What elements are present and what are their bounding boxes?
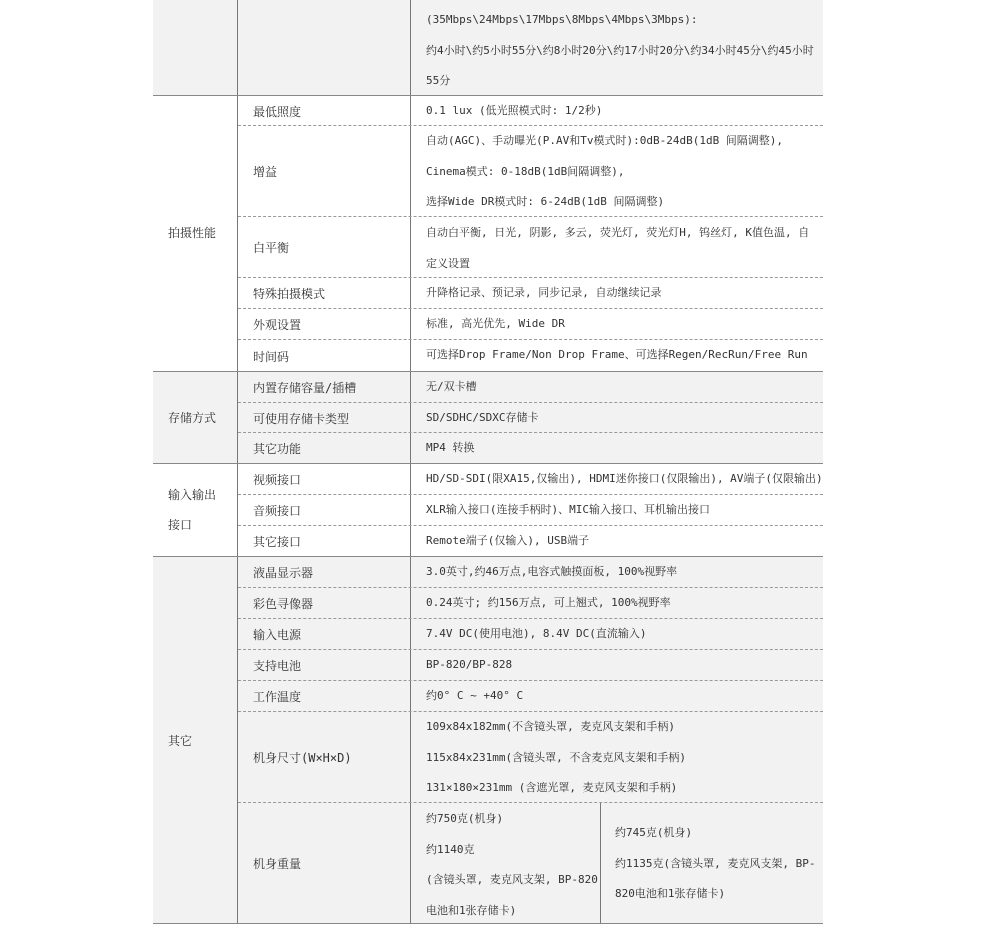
spec-label: 外观设置: [238, 309, 411, 340]
category-label: 其它: [168, 734, 193, 748]
spec-label: 机身尺寸(W×H×D): [238, 712, 411, 803]
spec-label: 其它功能: [238, 433, 411, 464]
spec-value: [426, 5, 814, 97]
spec-row-timecode: [238, 340, 823, 372]
spec-value: 可选择Drop Frame/Non Drop Frame、可选择Regen/RecRun/Free Run: [426, 348, 808, 361]
section-divider: [153, 556, 823, 557]
spec-row-internal-storage: [238, 372, 823, 403]
spec-value: BP-820/BP-828: [426, 658, 513, 671]
spec-value: [426, 126, 783, 218]
row-divider: [238, 216, 823, 217]
spec-value: 0.1 lux (低光照模式时: 1/2秒): [426, 104, 603, 117]
spec-label: 机身重量: [238, 803, 411, 924]
category-cell-top: [153, 0, 238, 96]
value-line: (含镜头罩, 麦克风支架, BP-820: [426, 873, 598, 886]
category-capture: [153, 96, 238, 372]
value-line: 820电池和1张存储卡): [615, 887, 726, 900]
spec-label: 液晶显示器: [238, 557, 411, 588]
row-divider: [238, 618, 823, 619]
spec-value: 升降格记录、预记录, 同步记录, 自动继续记录: [426, 286, 662, 299]
category-label: 拍摄性能: [168, 226, 217, 240]
category-label: 接口: [168, 518, 193, 532]
spec-value: XLR输入接口(连接手柄时)、MIC输入接口、耳机输出接口: [426, 503, 710, 516]
row-divider: [238, 432, 823, 433]
value-line: 109x84x182mm(不含镜头罩, 麦克风支架和手柄): [426, 720, 675, 733]
value-line: 自动(AGC)、手动曝光(P.AV和Tv模式时):0dB-24dB(1dB 间隔调整),: [426, 134, 784, 147]
section-divider: [153, 923, 823, 924]
spec-value-col1: [426, 804, 598, 926]
row-divider: [238, 308, 823, 309]
spec-label: 输入电源: [238, 619, 411, 650]
row-divider: [238, 494, 823, 495]
spec-row-battery: [238, 650, 823, 681]
spec-value: [426, 218, 809, 279]
row-divider: [238, 277, 823, 278]
value-line: 115x84x231mm(含镜头罩, 不含麦克风支架和手柄): [426, 750, 686, 764]
spec-row-special-modes: [238, 278, 823, 309]
spec-label: 可使用存储卡类型: [238, 403, 411, 433]
spec-row-weight: [238, 803, 823, 924]
value-line: Cinema模式: 0-18dB(1dB间隔调整),: [426, 164, 625, 178]
value-line: 约1140克: [426, 842, 475, 856]
row-divider: [238, 587, 823, 588]
value-line: 自动白平衡, 日光, 阴影, 多云, 荧光灯, 荧光灯H, 钨丝灯, K值色温, 自: [426, 226, 810, 239]
row-divider: [238, 802, 823, 803]
value-line: 55分: [426, 74, 451, 87]
spec-label: 音频接口: [238, 495, 411, 526]
spec-row-gain: [238, 126, 823, 217]
spec-row-lcd: [238, 557, 823, 588]
spec-row-video-io: [238, 464, 823, 495]
spec-row-min-illumination: [238, 96, 823, 126]
spec-row-temperature: [238, 681, 823, 712]
value-line: 约4小时\约5小时55分\约8小时20分\约17小时20分\约34小时45分\约45小时: [426, 43, 814, 57]
spec-label: 彩色寻像器: [238, 588, 411, 619]
value-line: 定义设置: [426, 256, 470, 270]
spec-value: 标准, 高光优先, Wide DR: [426, 317, 565, 330]
spec-label: 工作温度: [238, 681, 411, 712]
spec-row-other-functions: [238, 433, 823, 464]
spec-label: 视频接口: [238, 464, 411, 495]
spec-value: [426, 712, 686, 804]
category-storage: [153, 372, 238, 464]
section-divider: [153, 95, 823, 96]
row-divider: [238, 339, 823, 340]
spec-row-evf: [238, 588, 823, 619]
spec-value: 约0° C ~ +40° C: [426, 689, 524, 702]
spec-value: 无/双卡槽: [426, 380, 477, 393]
spec-label: 增益: [238, 126, 411, 217]
spec-value: 0.24英寸; 约156万点, 可上翘式, 100%视野率: [426, 596, 671, 609]
value-line: 电池和1张存储卡): [426, 903, 517, 917]
spec-label: 白平衡: [238, 217, 411, 278]
spec-value: 7.4V DC(使用电池), 8.4V DC(直流输入): [426, 627, 647, 640]
spec-table: [153, 0, 823, 934]
section-divider: [153, 371, 823, 372]
spec-label: 支持电池: [238, 650, 411, 681]
spec-label: 最低照度: [238, 96, 411, 126]
spec-label: [238, 0, 411, 96]
spec-label: 其它接口: [238, 526, 411, 557]
value-line: 约750克(机身): [426, 812, 504, 825]
section-divider: [153, 463, 823, 464]
row-divider: [238, 680, 823, 681]
category-label: 存储方式: [168, 411, 217, 425]
value-line: 约1135克(含镜头罩, 麦克风支架, BP-: [615, 856, 816, 870]
spec-row-audio-io: [238, 495, 823, 526]
value-line: 131×180×231mm (含遮光罩, 麦克风支架和手柄): [426, 781, 678, 794]
spec-value-col2: [615, 818, 815, 910]
spec-label: 时间码: [238, 340, 411, 372]
spec-label: 内置存储容量/插槽: [238, 372, 411, 403]
spec-value: 3.0英寸,约46万点,电容式触摸面板, 100%视野率: [426, 565, 678, 578]
spec-value: MP4 转换: [426, 441, 475, 454]
spec-value: SD/SDHC/SDXC存储卡: [426, 411, 539, 424]
spec-row-dimensions: [238, 712, 823, 803]
spec-value: HD/SD-SDI(限XA15,仅输出), HDMI迷你接口(仅限输出), AV端子(仅限输出): [426, 472, 823, 485]
spec-row-recording-time: [238, 0, 823, 96]
spec-row-look: [238, 309, 823, 340]
row-divider: [238, 525, 823, 526]
row-divider: [238, 125, 823, 126]
spec-row-card-types: [238, 403, 823, 433]
value-line: 选择Wide DR模式时: 6-24dB(1dB 间隔调整): [426, 195, 665, 208]
spec-label: 特殊拍摄模式: [238, 278, 411, 309]
spec-value: Remote端子(仅输入), USB端子: [426, 534, 590, 547]
row-divider: [238, 649, 823, 650]
category-io: [153, 464, 238, 557]
value-line: 约745克(机身): [615, 826, 693, 839]
category-label: 输入输出: [168, 488, 217, 502]
spec-row-power: [238, 619, 823, 650]
category-other: [153, 557, 238, 924]
column-divider: [600, 803, 601, 924]
spec-row-white-balance: [238, 217, 823, 278]
value-line: (35Mbps\24Mbps\17Mbps\8Mbps\4Mbps\3Mbps):: [426, 13, 698, 26]
row-divider: [238, 711, 823, 712]
spec-row-other-io: [238, 526, 823, 557]
row-divider: [238, 402, 823, 403]
